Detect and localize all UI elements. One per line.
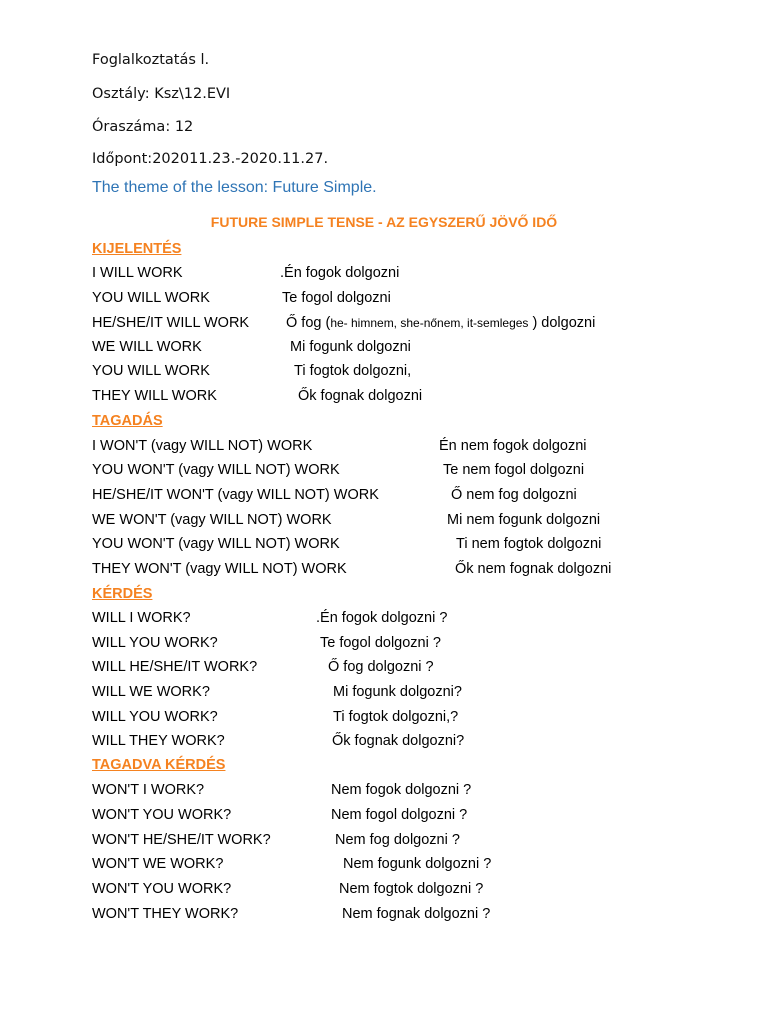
hungarian-form: Nem fog dolgozni ? — [335, 832, 460, 848]
section-heading-tagadas: TAGADÁS — [92, 413, 163, 429]
hungarian-form: Ő fog dolgozni ? — [328, 659, 434, 675]
hungarian-form: Ők fognak dolgozni? — [332, 733, 465, 749]
hungarian-form: Ti fogtok dolgozni,? — [333, 709, 459, 725]
english-form: YOU WILL WORK — [92, 290, 210, 306]
lesson-theme: The theme of the lesson: Future Simple. — [92, 179, 377, 196]
hungarian-form — [286, 315, 595, 331]
hungarian-form: Ti nem fogtok dolgozni — [456, 536, 602, 552]
english-form: WILL I WORK? — [92, 610, 191, 626]
english-form: WON'T THEY WORK? — [92, 906, 239, 922]
table-row — [0, 782, 768, 802]
hungarian-form: Nem fogtok dolgozni ? — [339, 881, 484, 897]
table-row — [0, 290, 768, 310]
hungarian-form: .Én fogok dolgozni — [280, 265, 400, 281]
english-form: HE/SHE/IT WILL WORK — [92, 315, 250, 331]
english-form: YOU WILL WORK — [92, 363, 210, 379]
document-title: FUTURE SIMPLE TENSE - AZ EGYSZERŰ JÖVŐ IDŐ — [210, 214, 558, 230]
table-row — [0, 265, 768, 285]
class-info: Osztály: Ksz\12.EVI — [92, 86, 231, 102]
hungarian-form: Nem fogunk dolgozni ? — [343, 856, 492, 872]
table-row — [0, 659, 768, 679]
table-row — [0, 733, 768, 753]
hungarian-form: Ő nem fog dolgozni — [451, 487, 577, 503]
hungarian-form: Nem fogok dolgozni ? — [331, 782, 472, 798]
hungarian-form: Ti fogtok dolgozni, — [294, 363, 412, 379]
hungarian-form: Én nem fogok dolgozni — [439, 438, 587, 454]
lesson-name: Foglalkoztatás l. — [92, 52, 210, 68]
english-form: YOU WON'T (vagy WILL NOT) WORK — [92, 536, 340, 552]
hungarian-form: Mi nem fogunk dolgozni — [447, 512, 601, 528]
hungarian-form: Te nem fogol dolgozni — [443, 462, 585, 478]
table-row — [0, 438, 768, 458]
hungarian-form: Te fogol dolgozni — [282, 290, 391, 306]
table-row — [0, 536, 768, 556]
hungarian-form-start: Ő fog ( — [286, 315, 331, 331]
table-row — [0, 906, 768, 926]
table-row — [0, 512, 768, 532]
table-row — [0, 807, 768, 827]
english-form: WE WILL WORK — [92, 339, 202, 355]
english-form: WON'T HE/SHE/IT WORK? — [92, 832, 271, 848]
english-form: WON'T WE WORK? — [92, 856, 224, 872]
english-form: WILL THEY WORK? — [92, 733, 225, 749]
table-row — [0, 487, 768, 507]
english-form: I WON'T (vagy WILL NOT) WORK — [92, 438, 313, 454]
table-row — [0, 684, 768, 704]
english-form: WE WON'T (vagy WILL NOT) WORK — [92, 512, 332, 528]
table-row — [0, 635, 768, 655]
table-row — [0, 363, 768, 383]
english-form: WILL WE WORK? — [92, 684, 210, 700]
english-form: WILL YOU WORK? — [92, 709, 218, 725]
english-form: WON'T YOU WORK? — [92, 807, 232, 823]
hours-info: Óraszáma: 12 — [92, 119, 194, 135]
table-row — [0, 881, 768, 901]
table-row — [0, 709, 768, 729]
english-form: HE/SHE/IT WON'T (vagy WILL NOT) WORK — [92, 487, 379, 503]
english-form: WILL HE/SHE/IT WORK? — [92, 659, 258, 675]
hungarian-form: Nem fognak dolgozni ? — [342, 906, 491, 922]
table-row — [0, 856, 768, 876]
table-row — [0, 339, 768, 359]
english-form: THEY WILL WORK — [92, 388, 217, 404]
table-row — [0, 315, 768, 335]
english-form: I WILL WORK — [92, 265, 183, 281]
table-row — [0, 610, 768, 630]
english-form: WILL YOU WORK? — [92, 635, 218, 651]
english-form: WON'T YOU WORK? — [92, 881, 232, 897]
hungarian-form-end: ) dolgozni — [528, 315, 596, 331]
gender-note: he- himnem, she-nőnem, it-semleges — [330, 316, 529, 330]
hungarian-form: Mi fogunk dolgozni — [290, 339, 411, 355]
section-heading-kijelentes: KIJELENTÉS — [92, 241, 182, 257]
section-heading-tagadva-kerdes: TAGADVA KÉRDÉS — [92, 757, 226, 773]
hungarian-form: .Én fogok dolgozni ? — [316, 610, 448, 626]
table-row — [0, 561, 768, 581]
hungarian-form: Mi fogunk dolgozni? — [333, 684, 462, 700]
english-form: WON'T I WORK? — [92, 782, 205, 798]
english-form: YOU WON'T (vagy WILL NOT) WORK — [92, 462, 340, 478]
hungarian-form: Ők nem fognak dolgozni — [455, 561, 612, 577]
date-info: Időpont:202011.23.-2020.11.27. — [92, 151, 329, 167]
table-row — [0, 388, 768, 408]
english-form: THEY WON'T (vagy WILL NOT) WORK — [92, 561, 347, 577]
hungarian-form: Nem fogol dolgozni ? — [331, 807, 468, 823]
hungarian-form: Te fogol dolgozni ? — [320, 635, 441, 651]
section-heading-kerdes: KÉRDÉS — [92, 586, 153, 602]
table-row — [0, 832, 768, 852]
table-row — [0, 462, 768, 482]
hungarian-form: Ők fognak dolgozni — [298, 388, 423, 404]
